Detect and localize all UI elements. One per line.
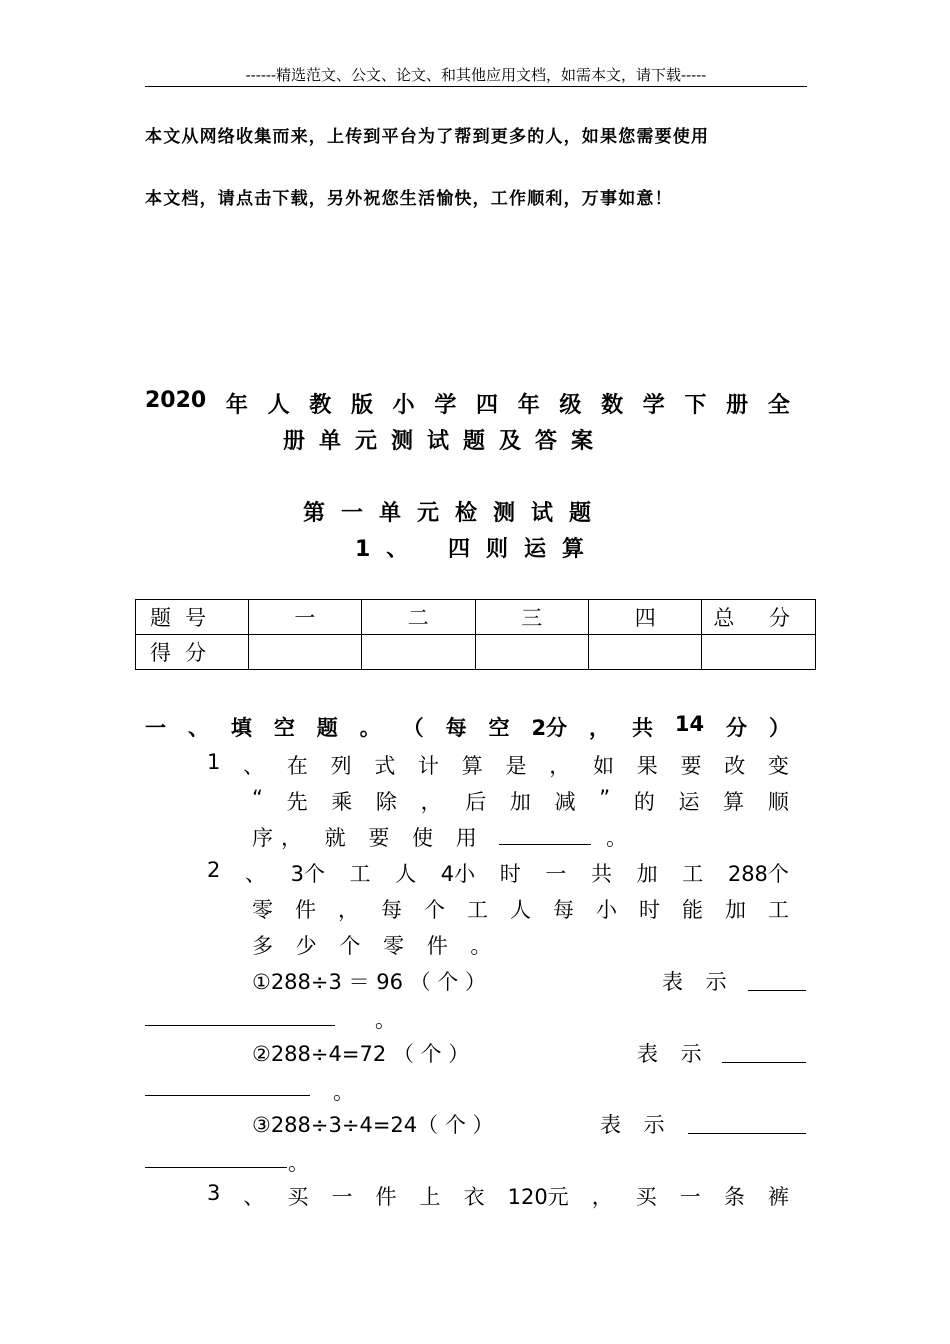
q2-line-3: 多 少 个 零 件 。	[252, 934, 500, 958]
section-heading: 一 、 填 空 题 。 （ 每 空 2分 ， 共 14 分 ）	[145, 712, 790, 740]
answer-blank[interactable]	[722, 1044, 806, 1063]
doc-title-line-1: 2020 年 人 教 版 小 学 四 年 级 数 学 下 册 全	[145, 388, 790, 418]
q2-line-1: 2 、 3个 工 人 4小 时 一 共 加 工 288个	[207, 858, 789, 886]
score-cell[interactable]	[248, 635, 361, 670]
q1-line-2: “ 先 乘 除 ， 后 加 减 ” 的 运 算 顺	[252, 786, 789, 814]
table-row	[136, 600, 816, 635]
page-header: ------精选范文、公文、论文、和其他应用文档，如需本文，请下载-----	[245, 66, 707, 84]
q2-sub-a-expr: ①288÷3 ＝ 96 （ 个 ）	[252, 970, 486, 994]
score-cell[interactable]	[702, 635, 816, 670]
q1-line-3: 序， 就 要 使 用 。	[252, 826, 636, 850]
q3-line-1: 3 、 买 一 件 上 衣 120元 ， 买 一 条 裤	[207, 1181, 789, 1209]
answer-blank[interactable]	[145, 1077, 310, 1096]
table-header-cell: 一	[248, 600, 361, 635]
answer-blank[interactable]	[688, 1115, 806, 1134]
q1-line-1: 1 、 在 列 式 计 算 是 ， 如 果 要 改 变	[207, 750, 789, 778]
answer-blank[interactable]	[499, 826, 591, 845]
unit-subtitle: 1、 四则运算	[355, 537, 600, 562]
score-cell[interactable]	[588, 635, 701, 670]
table-header-cell: 题号	[136, 600, 249, 635]
table-header-cell: 二	[362, 600, 475, 635]
q2-sub-c-label: 表 示	[600, 1113, 673, 1137]
intro-line-2: 本文档，请点击下载，另外祝您生活愉快，工作顺利，万事如意！	[145, 189, 673, 209]
q2-sub-b-end: 。	[333, 1080, 354, 1104]
q2-sub-c-end: 。	[288, 1151, 309, 1175]
table-header-cell: 总 分	[702, 600, 816, 635]
doc-title-line-2: 册单元测试题及答案	[283, 429, 608, 454]
score-cell[interactable]	[475, 635, 588, 670]
intro-line-1: 本文从网络收集而来，上传到平台为了帮到更多的人，如果您需要使用	[145, 127, 710, 147]
header-rule	[145, 86, 807, 87]
q2-sub-a-end: 。	[375, 1008, 396, 1032]
answer-blank[interactable]	[748, 972, 806, 991]
unit-title: 第一单元检测试题	[303, 501, 608, 526]
score-cell[interactable]	[362, 635, 475, 670]
table-row	[136, 635, 816, 670]
table-header-cell: 四	[588, 600, 701, 635]
answer-blank[interactable]	[145, 1149, 287, 1168]
table-header-cell: 三	[475, 600, 588, 635]
q2-sub-b-label: 表 示	[637, 1042, 710, 1066]
q2-sub-a-label: 表 示	[662, 970, 735, 994]
answer-blank[interactable]	[145, 1007, 335, 1026]
q2-sub-b-expr: ②288÷4=72 （ 个 ）	[252, 1042, 470, 1066]
q2-line-2: 零 件 ， 每 个 工 人 每 小 时 能 加 工	[252, 898, 789, 922]
score-table	[135, 599, 816, 670]
q2-sub-c-expr: ③288÷3÷4=24（ 个 ）	[252, 1113, 494, 1137]
table-row-label: 得分	[136, 635, 249, 670]
